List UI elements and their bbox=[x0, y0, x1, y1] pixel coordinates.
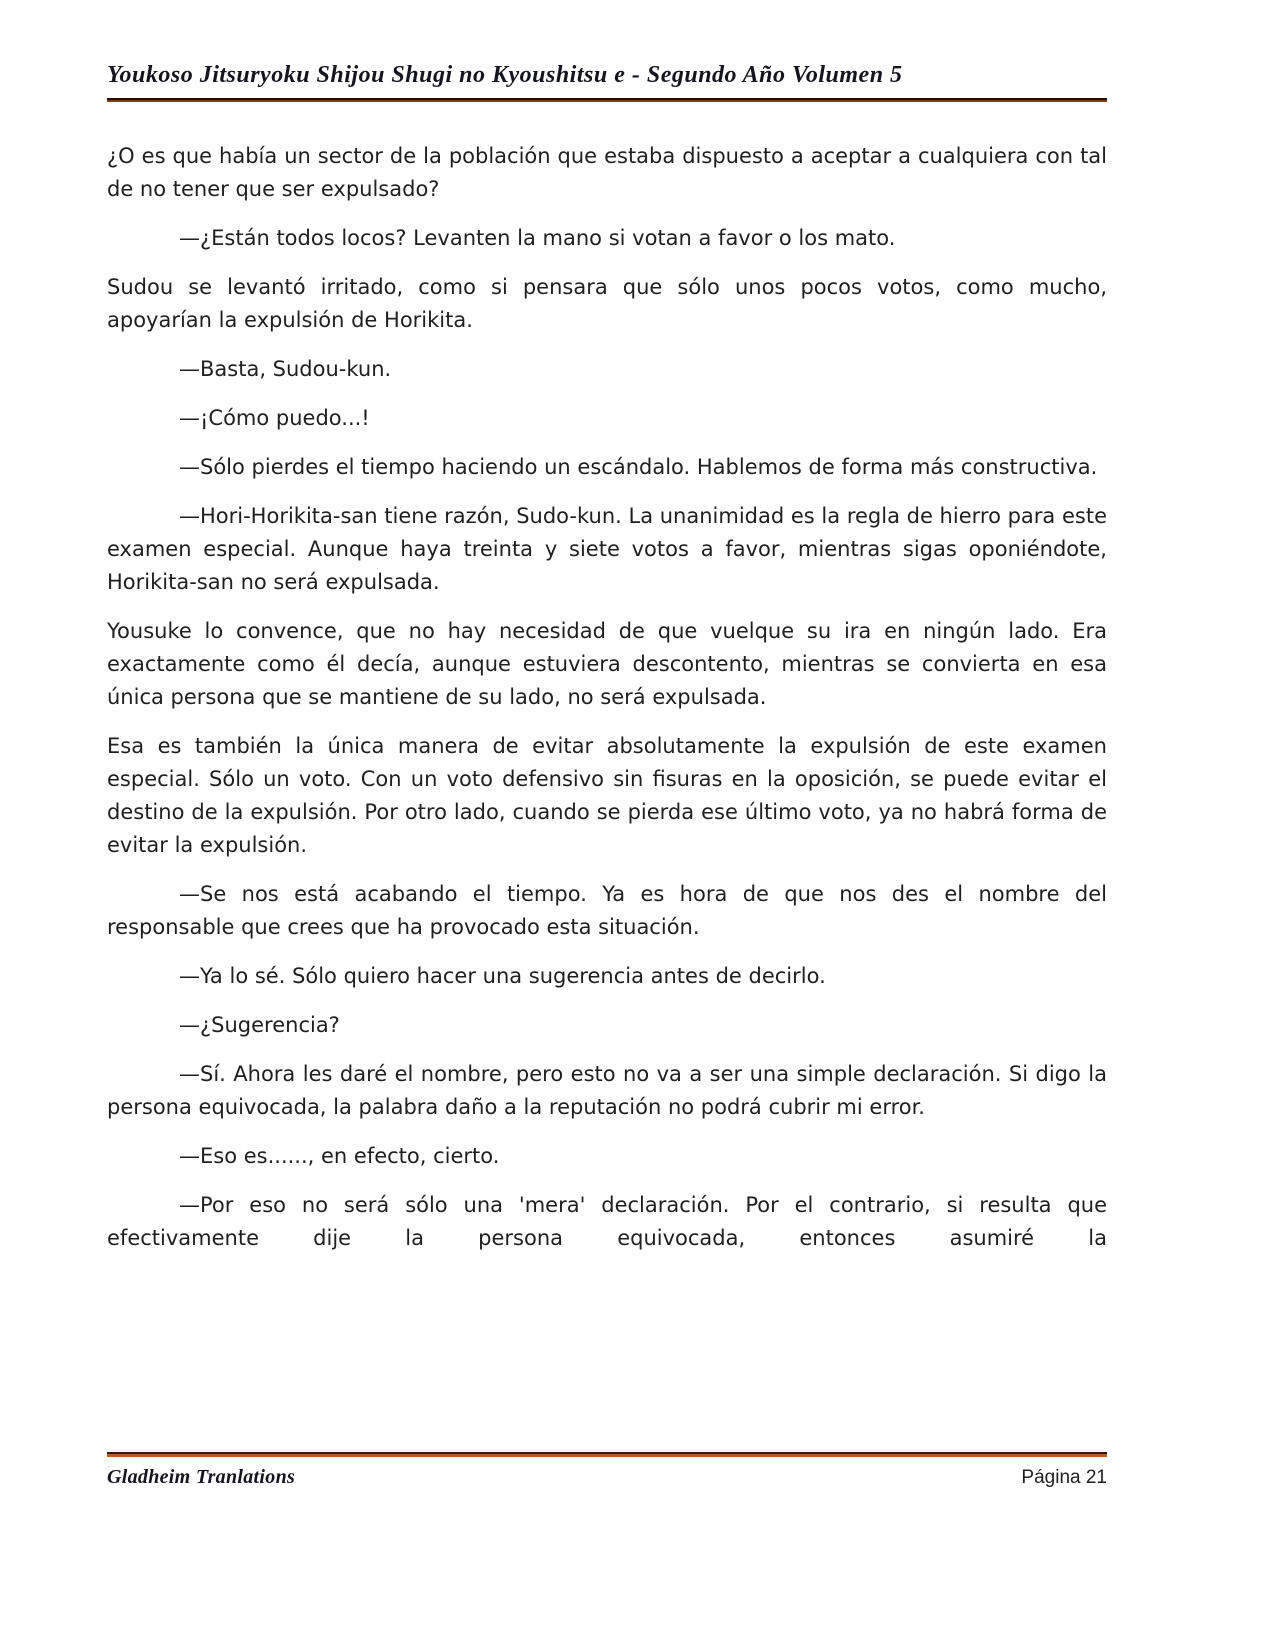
paragraph: —¿Sugerencia? bbox=[179, 1013, 340, 1037]
footer-rule bbox=[107, 1452, 1107, 1457]
footer-page-number: Página 21 bbox=[1021, 1467, 1107, 1488]
paragraph: —Hori-Horikita-san tiene razón, Sudo-kun. La unanimidad es la regla de hierro para este examen especial. Aunque haya treinta y siete votos a favor, mientras sigas oponiéndote, Horikita-san no será expulsada. bbox=[107, 504, 1107, 594]
paragraph: —Basta, Sudou-kun. bbox=[179, 357, 392, 381]
paragraph: Yousuke lo convence, que no hay necesidad de que vuelque su ira en ningún lado. Era exactamente como él decía, aunque estuviera descontento, mientras se convierta en esa única persona que se mantiene de su lado, no será expulsada. bbox=[107, 619, 1107, 709]
paragraph: —Por eso no será sólo una 'mera' declaración. Por el contrario, si resulta que efectivamente dije la persona equivocada, entonces asumiré la bbox=[107, 1193, 1107, 1250]
paragraph: Esa es también la única manera de evitar absolutamente la expulsión de este examen especial. Sólo un voto. Con un voto defensivo sin fisuras en la oposición, se puede evitar el destino de la expulsión. Por otro lado, cuando se pierda ese último voto, ya no habrá forma de evitar la expulsión. bbox=[107, 734, 1107, 857]
page-footer bbox=[107, 1452, 1107, 1489]
page-header bbox=[107, 62, 1107, 102]
footer-translator-credit: Gladheim Tranlations bbox=[107, 1466, 296, 1488]
body-paragraphs bbox=[107, 140, 1107, 1271]
paragraph: —¡Cómo puedo...! bbox=[179, 406, 370, 430]
paragraph: —Sí. Ahora les daré el nombre, pero esto no va a ser una simple declaración. Si digo la persona equivocada, la palabra daño a la reputación no podrá cubrir mi error. bbox=[107, 1062, 1107, 1119]
paragraph: —Eso es......, en efecto, cierto. bbox=[179, 1144, 500, 1168]
footer-row bbox=[107, 1466, 1107, 1489]
paragraph: —Se nos está acabando el tiempo. Ya es hora de que nos des el nombre del responsable que crees que ha provocado esta situación. bbox=[107, 882, 1107, 939]
paragraph: —Sólo pierdes el tiempo haciendo un escándalo. Hablemos de forma más constructiva. bbox=[179, 455, 1098, 479]
paragraph: —¿Están todos locos? Levanten la mano si votan a favor o los mato. bbox=[179, 226, 896, 250]
paragraph: —Ya lo sé. Sólo quiero hacer una sugerencia antes de decirlo. bbox=[179, 964, 826, 988]
header-title: Youkoso Jitsuryoku Shijou Shugi no Kyoushitsu e - Segundo Año Volumen 5 bbox=[107, 62, 903, 88]
paragraph: Sudou se levantó irritado, como si pensara que sólo unos pocos votos, como mucho, apoyarían la expulsión de Horikita. bbox=[107, 275, 1107, 332]
paragraph: ¿O es que había un sector de la población que estaba dispuesto a aceptar a cualquiera con tal de no tener que ser expulsado? bbox=[107, 144, 1107, 201]
header-rule bbox=[107, 98, 1107, 102]
